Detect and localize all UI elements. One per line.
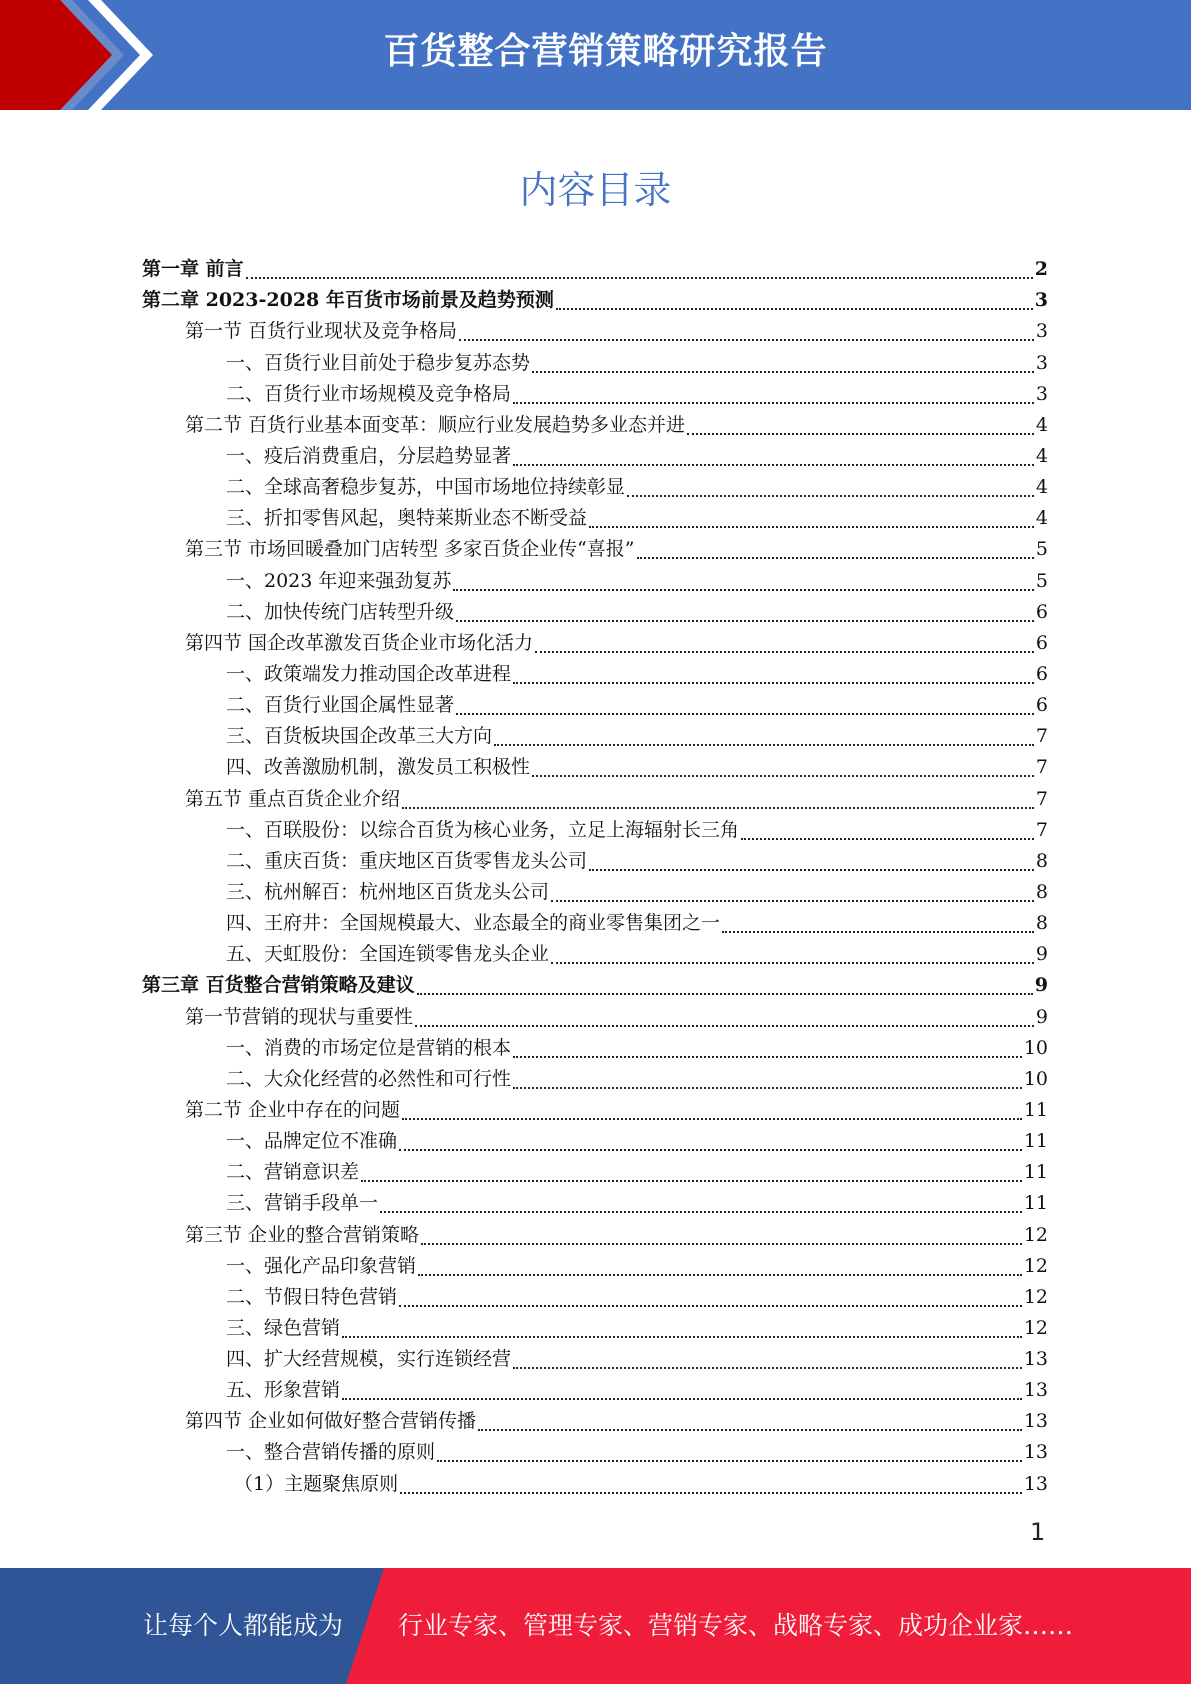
toc-dot-leader bbox=[399, 1127, 1022, 1151]
toc-dot-leader bbox=[532, 753, 1034, 777]
toc-entry-title: 二、重庆百货：重庆地区百货零售龙头公司 bbox=[226, 849, 588, 872]
toc-entry-page: 12 bbox=[1023, 1254, 1048, 1277]
toc-entry-title: 四、扩大经营规模，实行连锁经营 bbox=[226, 1348, 512, 1371]
toc-dot-leader bbox=[246, 255, 1033, 279]
toc-dot-leader bbox=[494, 722, 1034, 746]
toc-dot-leader bbox=[532, 349, 1034, 373]
toc-entry-title: 一、政策端发力推动国企改革进程 bbox=[226, 662, 512, 685]
toc-entry-page: 8 bbox=[1035, 880, 1048, 903]
toc-entry-page: 11 bbox=[1023, 1098, 1048, 1121]
toc-dot-leader bbox=[513, 442, 1034, 466]
toc-entry[interactable] bbox=[142, 877, 1048, 908]
toc-entry-page: 7 bbox=[1035, 787, 1048, 810]
toc-entry[interactable] bbox=[142, 285, 1048, 316]
toc-dot-leader bbox=[342, 1314, 1022, 1338]
toc-dot-leader bbox=[513, 1065, 1022, 1089]
toc-dot-leader bbox=[415, 1003, 1034, 1027]
toc-entry[interactable] bbox=[142, 1188, 1048, 1219]
toc-dot-leader bbox=[513, 1034, 1022, 1058]
toc-entry-page: 10 bbox=[1023, 1067, 1048, 1090]
toc-entry-title: 一、百货行业目前处于稳步复苏态势 bbox=[226, 351, 531, 374]
toc-entry[interactable] bbox=[142, 815, 1048, 846]
toc-entry[interactable] bbox=[142, 1282, 1048, 1313]
toc-entry-page: 9 bbox=[1035, 943, 1048, 966]
toc-dot-leader bbox=[551, 878, 1034, 902]
toc-dot-leader bbox=[417, 971, 1033, 995]
toc-entry[interactable] bbox=[142, 1468, 1048, 1499]
toc-entry[interactable] bbox=[142, 1251, 1048, 1282]
toc-entry-title: 一、百联股份：以综合百货为核心业务，立足上海辐射长三角 bbox=[226, 818, 740, 841]
toc-entry-title: 二、百货行业市场规模及竞争格局 bbox=[226, 382, 512, 405]
toc-entry[interactable] bbox=[142, 1157, 1048, 1188]
toc-entry-title: 二、加快传统门店转型升级 bbox=[226, 600, 455, 623]
toc-entry[interactable] bbox=[142, 1375, 1048, 1406]
toc-entry-page: 4 bbox=[1035, 413, 1048, 436]
toc-entry-title: 第四节 企业如何做好整合营销传播 bbox=[185, 1410, 477, 1433]
toc-dot-leader bbox=[342, 1376, 1022, 1400]
toc-entry-title: 第二章 2023-2028 年百货市场前景及趋势预测 bbox=[142, 289, 554, 312]
toc-dot-leader bbox=[456, 691, 1034, 715]
toc-entry-page: 5 bbox=[1035, 569, 1048, 592]
toc-entry[interactable] bbox=[142, 659, 1048, 690]
toc-dot-leader bbox=[513, 660, 1034, 684]
toc-entry-title: 一、2023 年迎来强劲复苏 bbox=[226, 569, 452, 592]
toc-dot-leader bbox=[687, 411, 1034, 435]
toc-entry-page: 11 bbox=[1023, 1161, 1048, 1184]
toc-heading: 内容目录 bbox=[519, 168, 672, 212]
toc-entry-title: 第一节 百货行业现状及竞争格局 bbox=[185, 320, 458, 343]
toc-entry-title: （1）主题聚焦原则 bbox=[234, 1472, 399, 1495]
toc-dot-leader bbox=[400, 1470, 1022, 1494]
toc-entry-title: 第一节营销的现状与重要性 bbox=[185, 1005, 414, 1028]
toc-entry-page: 7 bbox=[1035, 756, 1048, 779]
footer-slogan: 让每个人都能成为 bbox=[143, 1611, 344, 1640]
toc-dot-leader bbox=[456, 598, 1034, 622]
toc-entry-title: 五、形象营销 bbox=[226, 1379, 341, 1402]
toc-entry-title: 第三节 企业的整合营销策略 bbox=[185, 1223, 420, 1246]
toc-entry[interactable] bbox=[142, 347, 1048, 378]
toc-dot-leader bbox=[741, 816, 1034, 840]
toc-entry-page: 10 bbox=[1023, 1036, 1048, 1059]
toc-entry-title: 二、大众化经营的必然性和可行性 bbox=[226, 1067, 512, 1090]
toc-entry-page: 12 bbox=[1023, 1285, 1048, 1308]
header-banner bbox=[0, 0, 1191, 110]
toc-entry-page: 2 bbox=[1034, 258, 1048, 281]
toc-entry-title: 第一章 前言 bbox=[142, 258, 244, 281]
toc-entry-title: 第四节 国企改革激发百货企业市场化活力 bbox=[185, 631, 534, 654]
toc-entry[interactable] bbox=[142, 783, 1048, 814]
toc-dot-leader bbox=[418, 1252, 1022, 1276]
toc-entry-title: 一、消费的市场定位是营销的根本 bbox=[226, 1036, 512, 1059]
toc-entry-title: 一、疫后消费重启，分层趋势显著 bbox=[226, 444, 512, 467]
toc-entry-page: 7 bbox=[1035, 818, 1048, 841]
toc-entry[interactable] bbox=[142, 1001, 1048, 1032]
toc-entry-page: 3 bbox=[1035, 320, 1048, 343]
toc-entry[interactable] bbox=[142, 503, 1048, 534]
toc-entry-page: 4 bbox=[1035, 507, 1048, 530]
toc-entry-page: 11 bbox=[1023, 1130, 1048, 1153]
toc-entry-title: 二、营销意识差 bbox=[226, 1161, 360, 1184]
toc-entry-page: 4 bbox=[1035, 444, 1048, 467]
toc-entry-page: 9 bbox=[1034, 974, 1048, 997]
toc-entry[interactable] bbox=[142, 410, 1048, 441]
page-number: 1 bbox=[1030, 1518, 1046, 1546]
toc-entry[interactable] bbox=[142, 690, 1048, 721]
toc-entry[interactable] bbox=[142, 1033, 1048, 1064]
toc-entry-page: 13 bbox=[1023, 1441, 1048, 1464]
toc-entry[interactable] bbox=[142, 379, 1048, 410]
report-title: 百货整合营销策略研究报告 bbox=[383, 31, 828, 72]
toc-entry-page: 6 bbox=[1035, 631, 1048, 654]
toc-entry-title: 二、百货行业国企属性显著 bbox=[226, 694, 455, 717]
toc-entry[interactable] bbox=[142, 1095, 1048, 1126]
table-of-contents bbox=[142, 254, 1048, 1500]
toc-entry[interactable] bbox=[142, 970, 1048, 1001]
toc-entry-title: 第三章 百货整合营销策略及建议 bbox=[142, 974, 415, 997]
toc-dot-leader bbox=[627, 473, 1034, 497]
toc-entry[interactable] bbox=[142, 597, 1048, 628]
toc-entry-page: 13 bbox=[1023, 1472, 1048, 1495]
toc-entry[interactable] bbox=[142, 1406, 1048, 1437]
toc-dot-leader bbox=[437, 1438, 1022, 1462]
toc-entry-page: 5 bbox=[1035, 538, 1048, 561]
toc-entry-title: 三、营销手段单一 bbox=[226, 1192, 379, 1215]
toc-entry[interactable] bbox=[142, 316, 1048, 347]
toc-entry[interactable] bbox=[142, 1126, 1048, 1157]
toc-entry-title: 第五节 重点百货企业介绍 bbox=[185, 787, 401, 810]
toc-entry-title: 三、百货板块国企改革三大方向 bbox=[226, 725, 493, 748]
toc-entry-title: 三、杭州解百：杭州地区百货龙头公司 bbox=[226, 880, 550, 903]
toc-entry[interactable] bbox=[142, 1313, 1048, 1344]
toc-entry-title: 一、整合营销传播的原则 bbox=[226, 1441, 436, 1464]
toc-entry-page: 13 bbox=[1023, 1379, 1048, 1402]
toc-dot-leader bbox=[589, 504, 1034, 528]
toc-entry[interactable] bbox=[142, 752, 1048, 783]
toc-entry-title: 四、改善激励机制，激发员工积极性 bbox=[226, 756, 531, 779]
toc-dot-leader bbox=[380, 1189, 1022, 1213]
toc-dot-leader bbox=[421, 1221, 1022, 1245]
footer-banner bbox=[0, 1568, 1191, 1684]
toc-dot-leader bbox=[399, 1283, 1022, 1307]
toc-entry[interactable] bbox=[142, 1219, 1048, 1250]
toc-entry-title: 三、绿色营销 bbox=[226, 1316, 341, 1339]
toc-entry-page: 8 bbox=[1035, 912, 1048, 935]
toc-entry[interactable] bbox=[142, 441, 1048, 472]
toc-entry[interactable] bbox=[142, 939, 1048, 970]
toc-entry[interactable] bbox=[142, 628, 1048, 659]
toc-entry[interactable] bbox=[142, 254, 1048, 285]
toc-dot-leader bbox=[402, 1096, 1022, 1120]
toc-entry-page: 12 bbox=[1023, 1316, 1048, 1339]
toc-entry-page: 11 bbox=[1023, 1192, 1048, 1215]
toc-entry[interactable] bbox=[142, 534, 1048, 565]
toc-entry-page: 6 bbox=[1035, 600, 1048, 623]
toc-entry-title: 四、王府井：全国规模最大、业态最全的商业零售集团之一 bbox=[226, 912, 721, 935]
toc-entry[interactable] bbox=[142, 472, 1048, 503]
toc-entry-title: 第二节 企业中存在的问题 bbox=[185, 1098, 401, 1121]
footer-goals: 行业专家、管理专家、营销专家、战略专家、成功企业家…… bbox=[398, 1611, 1074, 1640]
toc-entry-title: 二、全球高奢稳步复苏，中国市场地位持续彰显 bbox=[226, 476, 626, 499]
toc-entry[interactable] bbox=[142, 1064, 1048, 1095]
toc-dot-leader bbox=[551, 940, 1034, 964]
toc-dot-leader bbox=[637, 535, 1034, 559]
toc-entry-page: 13 bbox=[1023, 1348, 1048, 1371]
toc-entry-page: 7 bbox=[1035, 725, 1048, 748]
toc-entry-title: 五、天虹股份：全国连锁零售龙头企业 bbox=[226, 943, 550, 966]
toc-entry-page: 6 bbox=[1035, 694, 1048, 717]
toc-entry-page: 3 bbox=[1035, 351, 1048, 374]
toc-entry-page: 8 bbox=[1035, 849, 1048, 872]
toc-dot-leader bbox=[459, 317, 1034, 341]
toc-dot-leader bbox=[453, 567, 1034, 591]
toc-entry[interactable] bbox=[142, 565, 1048, 596]
toc-entry-title: 第二节 百货行业基本面变革：顺应行业发展趋势多业态并进 bbox=[185, 413, 686, 436]
toc-dot-leader bbox=[589, 847, 1034, 871]
toc-entry-page: 12 bbox=[1023, 1223, 1048, 1246]
toc-entry[interactable] bbox=[142, 908, 1048, 939]
toc-entry-page: 4 bbox=[1035, 476, 1048, 499]
toc-dot-leader bbox=[513, 1345, 1022, 1369]
toc-entry-title: 三、折扣零售风起，奥特莱斯业态不断受益 bbox=[226, 507, 588, 530]
toc-dot-leader bbox=[513, 380, 1034, 404]
toc-entry[interactable] bbox=[142, 1437, 1048, 1468]
toc-entry-title: 一、品牌定位不准确 bbox=[226, 1130, 398, 1153]
toc-entry-page: 3 bbox=[1034, 289, 1048, 312]
toc-entry-page: 3 bbox=[1035, 382, 1048, 405]
toc-dot-leader bbox=[478, 1407, 1022, 1431]
toc-entry-title: 一、强化产品印象营销 bbox=[226, 1254, 417, 1277]
toc-entry[interactable] bbox=[142, 846, 1048, 877]
toc-entry-title: 第三节 市场回暖叠加门店转型 多家百货企业传“喜报” bbox=[185, 538, 635, 561]
toc-entry-page: 6 bbox=[1035, 662, 1048, 685]
toc-entry-title: 二、节假日特色营销 bbox=[226, 1285, 398, 1308]
toc-dot-leader bbox=[722, 909, 1034, 933]
toc-dot-leader bbox=[556, 286, 1033, 310]
toc-entry-page: 13 bbox=[1023, 1410, 1048, 1433]
toc-entry[interactable] bbox=[142, 721, 1048, 752]
toc-entry-page: 9 bbox=[1035, 1005, 1048, 1028]
toc-dot-leader bbox=[535, 629, 1034, 653]
toc-entry[interactable] bbox=[142, 1344, 1048, 1375]
toc-dot-leader bbox=[361, 1158, 1022, 1182]
toc-dot-leader bbox=[402, 785, 1034, 809]
